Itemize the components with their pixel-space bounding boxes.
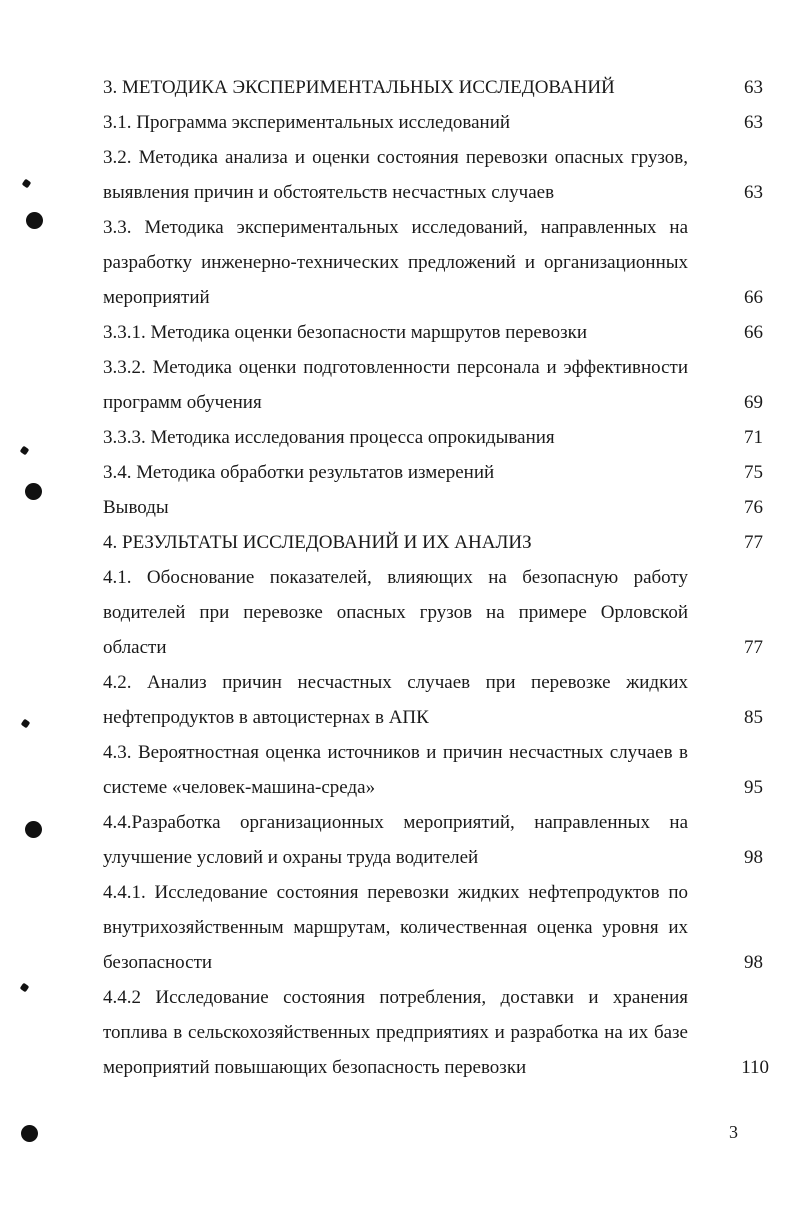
toc-entry-page: 110: [741, 1057, 769, 1078]
toc-entry-title: 4.3. Вероятностная оценка источников и причин несчастных случаев в системе «человек-машина-среда»: [103, 742, 688, 798]
toc-entry[interactable]: [103, 875, 763, 980]
toc-entry[interactable]: [103, 560, 763, 665]
toc-entry-title: 3.2. Методика анализа и оценки состояния перевозки опасных грузов, выявления причин и обстоятельств несчастных случаев: [103, 147, 688, 203]
punch-hole: [21, 1125, 38, 1142]
page-number: 3: [729, 1122, 738, 1142]
toc-entry-page: 98: [744, 847, 763, 868]
toc-entry[interactable]: [103, 210, 763, 315]
toc-entry-page: 66: [744, 322, 763, 343]
toc-entry[interactable]: [103, 420, 763, 455]
toc-entry-page: 71: [744, 427, 763, 448]
toc-entry[interactable]: [103, 735, 763, 805]
punch-hole: [26, 212, 43, 229]
toc-entry-title: 4. РЕЗУЛЬТАТЫ ИССЛЕДОВАНИЙ И ИХ АНАЛИЗ: [103, 532, 532, 553]
punch-mark: [20, 983, 30, 993]
toc-entry-page: 77: [744, 637, 763, 658]
punch-hole: [25, 483, 42, 500]
toc-entry-title: 4.2. Анализ причин несчастных случаев при перевозке жидких нефтепродуктов в автоцистернах в АПК: [103, 672, 688, 728]
toc-entry[interactable]: [103, 350, 763, 420]
toc-entry[interactable]: [103, 315, 763, 350]
table-of-contents: [103, 70, 769, 1085]
toc-entry-page: 66: [744, 287, 763, 308]
toc-entry-title: 4.1. Обоснование показателей, влияющих на безопасную работу водителей при перевозке опасных грузов на примере Орловской области: [103, 567, 688, 658]
toc-entry-title: 4.4.2 Исследование состояния потребления, доставки и хранения топлива в сельскохозяйственных предприятиях и разработка на их базе мероприятий повышающих безопасность перевозки: [103, 987, 688, 1078]
toc-entry[interactable]: [103, 455, 763, 490]
toc-entry-title: Выводы: [103, 497, 169, 518]
punch-mark: [22, 179, 32, 189]
toc-entry-title: 3.3. Методика экспериментальных исследований, направленных на разработку инженерно-технических предложений и организационных мероприятий: [103, 217, 688, 308]
toc-entry-page: 85: [744, 707, 763, 728]
toc-entry[interactable]: [103, 665, 763, 735]
toc-entry-title: 3. МЕТОДИКА ЭКСПЕРИМЕНТАЛЬНЫХ ИССЛЕДОВАНИЙ: [103, 77, 615, 98]
toc-entry-title: 3.3.1. Методика оценки безопасности маршрутов перевозки: [103, 322, 588, 343]
toc-entry[interactable]: [103, 140, 763, 210]
toc-entry-title: 3.3.2. Методика оценки подготовленности персонала и эффективности программ обучения: [103, 357, 688, 413]
punch-mark: [21, 719, 31, 729]
toc-entry-title: 3.4. Методика обработки результатов измерений: [103, 462, 495, 483]
toc-entry-title: 3.3.3. Методика исследования процесса опрокидывания: [103, 427, 555, 448]
toc-entry[interactable]: [103, 70, 763, 105]
toc-entry-page: 98: [744, 952, 763, 973]
toc-entry-page: 63: [744, 77, 763, 98]
toc-entry[interactable]: [103, 105, 763, 140]
punch-mark: [20, 446, 30, 456]
toc-entry-page: 76: [744, 497, 763, 518]
toc-entry-page: 95: [744, 777, 763, 798]
toc-entry-page: 77: [744, 532, 763, 553]
toc-entry-page: 75: [744, 462, 763, 483]
toc-entry-title: 4.4.1. Исследование состояния перевозки жидких нефтепродуктов по внутрихозяйственным маршрутам, количественная оценка уровня их безопасности: [103, 882, 688, 973]
punch-hole: [25, 821, 42, 838]
toc-entry-title: 4.4.Разработка организационных мероприятий, направленных на улучшение условий и охраны труда водителей: [103, 812, 688, 868]
toc-entry-page: 69: [744, 392, 763, 413]
toc-entry[interactable]: [103, 525, 763, 560]
toc-entry-title: 3.1. Программа экспериментальных исследований: [103, 112, 511, 133]
toc-entry-page: 63: [744, 182, 763, 203]
toc-entry-page: 63: [744, 112, 763, 133]
toc-entry[interactable]: [103, 805, 763, 875]
toc-entry[interactable]: [103, 490, 763, 525]
toc-entry[interactable]: [103, 980, 769, 1085]
